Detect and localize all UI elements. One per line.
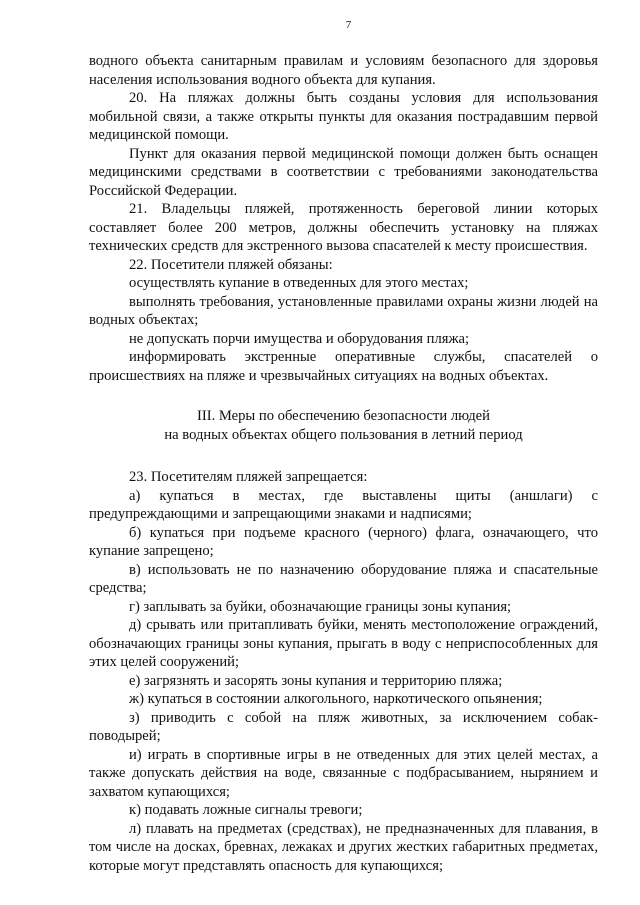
paragraph-22-visitors-obliged: 22. Посетители пляжей обязаны: bbox=[129, 256, 333, 273]
paragraph-23-prohibited: 23. Посетителям пляжей запрещается: bbox=[129, 469, 368, 485]
section-heading-line-1: III. Меры по обеспечению безопасности людей bbox=[197, 408, 490, 424]
prohibition-h: з) приводить с собой на пляж животных, за исключением собак-поводырей; bbox=[89, 709, 598, 744]
prohibition-a: а) купаться в местах, где выставлены щиты (аншлаги) с предупреждающими и запрещающими знаками и надписями; bbox=[89, 487, 598, 522]
page-number: 7 bbox=[345, 19, 352, 31]
paragraph-first-aid-equipment: Пункт для оказания первой медицинской помощи должен быть оснащен медицинскими средствами в соответствии с требованиями законодательства Российской Федерации. bbox=[89, 145, 598, 199]
prohibition-i: и) играть в спортивные игры в не отведенных для этих целей местах, а также допускать действия на воде, связанные с подбрасыванием, нырянием и захватом купающихся; bbox=[89, 746, 598, 800]
paragraph-water-object-rules: водного объекта санитарным правилам и условиям безопасного для здоровья населения использования водного объекта для купания. bbox=[89, 53, 598, 88]
obligation-inform-services: информировать экстренные оперативные службы, спасателей о происшествиях на пляже и чрезвычайных ситуациях на водных объектах. bbox=[89, 349, 598, 384]
obligation-follow-safety-rules: выполнять требования, установленные правилами охраны жизни людей на водных объектах; bbox=[89, 293, 598, 328]
prohibition-d-buoys: г) заплывать за буйки, обозначающие границы зоны купания; bbox=[129, 598, 512, 615]
prohibition-c: в) использовать не по назначению оборудование пляжа и спасательные средства; bbox=[89, 561, 598, 596]
obligation-swim-designated-places: осуществлять купание в отведенных для этого местах; bbox=[129, 275, 469, 291]
obligation-no-property-damage: не допускать порчи имущества и оборудования пляжа; bbox=[129, 330, 470, 347]
section-heading bbox=[89, 407, 598, 444]
paragraph-20-mobile-first-aid: 20. На пляжах должны быть созданы условия для использования мобильной связи, а также открыты пункты для оказания пострадавшим первой медицинской помощи. bbox=[89, 90, 598, 143]
prohibition-g: ж) купаться в состоянии алкогольного, наркотического опьянения; bbox=[129, 691, 543, 707]
prohibition-f: е) загрязнять и засорять зоны купания и территорию пляжа; bbox=[129, 672, 503, 689]
prohibition-b: б) купаться при подъеме красного (черного) флага, означающего, что купание запрещено; bbox=[89, 524, 598, 559]
prohibition-k: к) подавать ложные сигналы тревоги; bbox=[129, 802, 363, 818]
prohibition-l: л) плавать на предметах (средствах), не предназначенных для плавания, в том числе на досках, бревнах, лежаках и других жестких габаритных предметах, которые могут представлять опасность для купающихся; bbox=[89, 820, 598, 874]
paragraph-21-beach-owners: 21. Владельцы пляжей, протяженность береговой линии которых составляет более 200 метров, должны обеспечить установку на пляжах технических средств для экстренного вызова спасателей к месту происшествия. bbox=[89, 201, 598, 254]
prohibition-e: д) срывать или притапливать буйки, менять местоположение ограждений, обозначающих границы зоны купания, прыгать в воду с неприспособленных для этих целей сооружений; bbox=[89, 617, 598, 670]
section-heading-line-2: на водных объектах общего пользования в летний период bbox=[164, 426, 523, 443]
